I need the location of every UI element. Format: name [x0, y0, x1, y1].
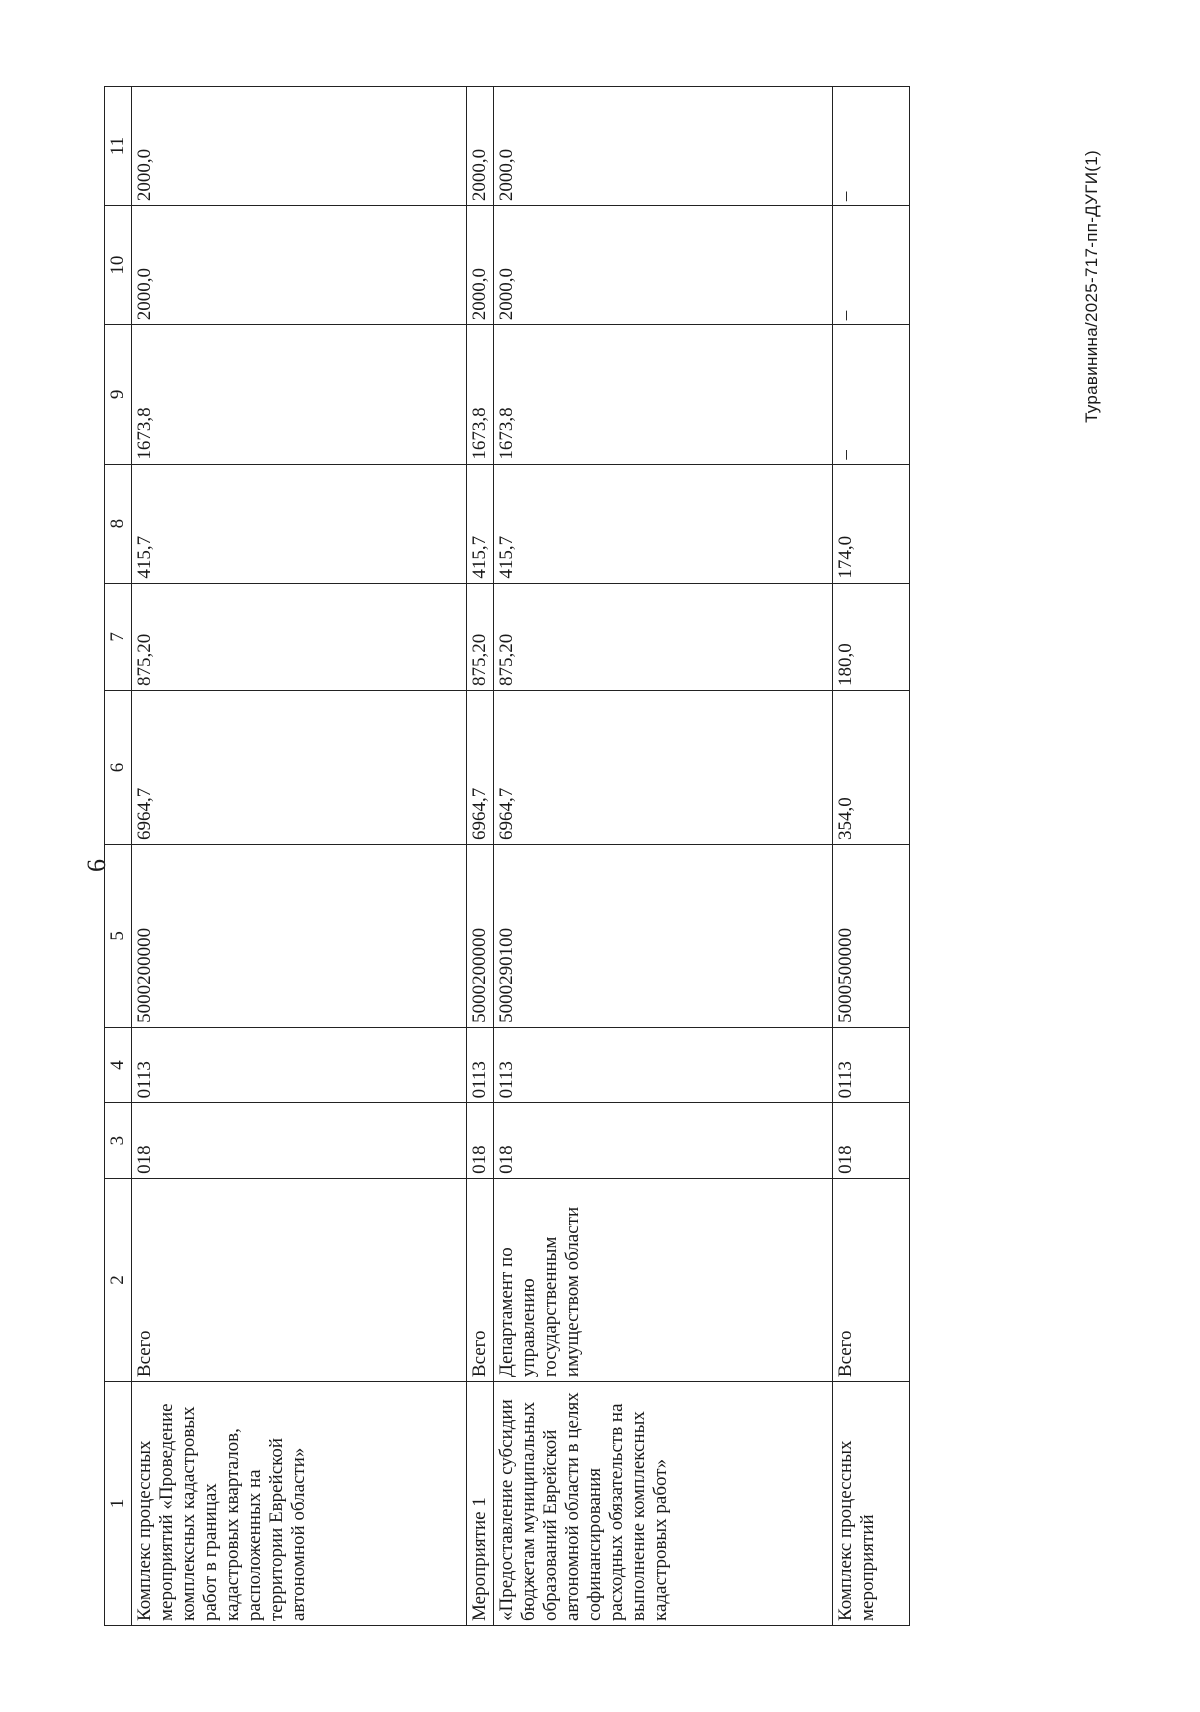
table-cell: 6964,7 — [467, 691, 494, 845]
column-header: 9 — [105, 325, 132, 464]
table-cell: Комплекс процессных мероприятий «Проведение комплексных кадастровых работ в границах кадастровых кварталов, расположенных на территории Еврейской автономной области» — [132, 1382, 467, 1626]
table-cell: 2000,0 — [132, 206, 467, 325]
table-cell: «Предоставление субсидии бюджетам муниципальных образований Еврейской автономной области в целях софинансирования расходных обязательств на выполнение комплексных кадастровых работ» — [494, 1382, 833, 1626]
header-row — [105, 87, 132, 1626]
table-cell: 0113 — [833, 1027, 910, 1102]
column-header: 4 — [105, 1027, 132, 1102]
table-cell: – — [833, 325, 910, 464]
table-cell: Комплекс процессных мероприятий — [833, 1382, 910, 1626]
table-cell: – — [833, 206, 910, 325]
table-cell: 415,7 — [132, 464, 467, 583]
table-cell: Департамент по управлению государственным имуществом области — [494, 1178, 833, 1381]
table-cell: 0113 — [494, 1027, 833, 1102]
column-header: 10 — [105, 206, 132, 325]
table-cell: 1673,8 — [467, 325, 494, 464]
table-cell: 2000,0 — [467, 87, 494, 206]
table-cell: Всего — [132, 1178, 467, 1381]
column-header: 2 — [105, 1178, 132, 1381]
table-cell: 5000200000 — [467, 844, 494, 1027]
table-cell: Всего — [467, 1178, 494, 1381]
column-header: 8 — [105, 464, 132, 583]
column-header: 5 — [105, 844, 132, 1027]
table-cell: 018 — [467, 1103, 494, 1178]
table-cell: 2000,0 — [494, 206, 833, 325]
table-cell: 2000,0 — [467, 206, 494, 325]
table-cell: 018 — [132, 1103, 467, 1178]
table-cell: 5000200000 — [132, 844, 467, 1027]
table-cell: 875,20 — [494, 583, 833, 690]
table-cell: 1673,8 — [132, 325, 467, 464]
table-cell: 0113 — [132, 1027, 467, 1102]
table-cell: 6964,7 — [494, 691, 833, 845]
table-cell: 018 — [494, 1103, 833, 1178]
table-cell: 5000290100 — [494, 844, 833, 1027]
table-cell: Всего — [833, 1178, 910, 1381]
column-header: 7 — [105, 583, 132, 690]
table-row — [494, 87, 833, 1626]
column-header: 3 — [105, 1103, 132, 1178]
table-cell: 415,7 — [494, 464, 833, 583]
table-row — [833, 87, 910, 1626]
table-cell: 180,0 — [833, 583, 910, 690]
column-header: 11 — [105, 87, 132, 206]
table-row — [467, 87, 494, 1626]
table-cell: 2000,0 — [494, 87, 833, 206]
table-cell: 174,0 — [833, 464, 910, 583]
table-cell: 6964,7 — [132, 691, 467, 845]
table-cell: 354,0 — [833, 691, 910, 845]
column-header: 1 — [105, 1382, 132, 1626]
column-header: 6 — [105, 691, 132, 845]
table-cell: Мероприятие 1 — [467, 1382, 494, 1626]
budget-table — [104, 86, 910, 1626]
table-cell: 875,20 — [132, 583, 467, 690]
table-cell: 415,7 — [467, 464, 494, 583]
table-row — [132, 87, 467, 1626]
table-cell: – — [833, 87, 910, 206]
page-number: 6 — [82, 859, 111, 872]
table-cell: 0113 — [467, 1027, 494, 1102]
table-cell: 5000500000 — [833, 844, 910, 1027]
table-cell: 018 — [833, 1103, 910, 1178]
table-cell: 875,20 — [467, 583, 494, 690]
document-code: Туравинина/2025-717-пп-ДУГИ(1) — [1082, 150, 1101, 423]
table-cell: 2000,0 — [132, 87, 467, 206]
table-cell: 1673,8 — [494, 325, 833, 464]
